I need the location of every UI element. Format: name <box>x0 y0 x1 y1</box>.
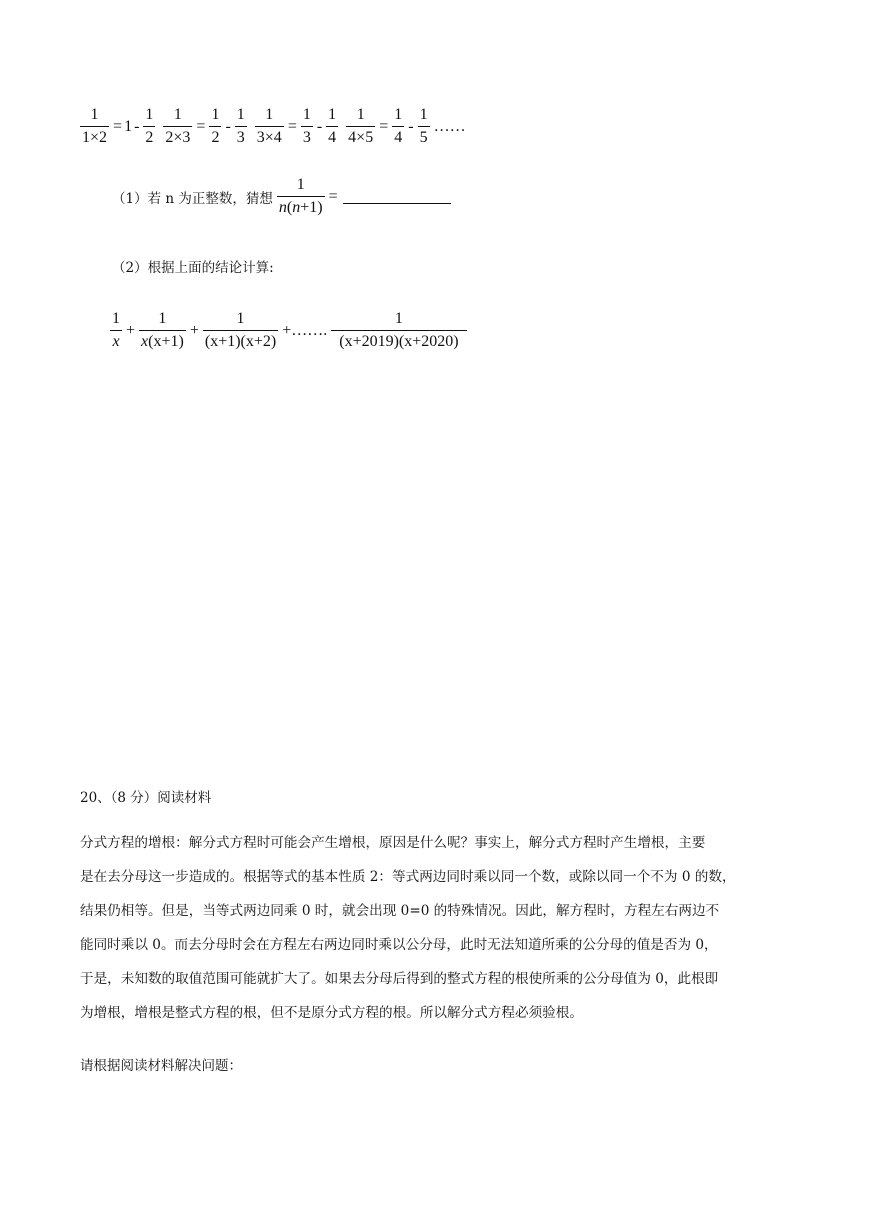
fraction-1-over-x: $\frac{1}{x}$ <box>112 310 120 350</box>
equals-sign: = <box>379 117 389 135</box>
fraction-1-over-4: $\frac{1}{4}$ <box>328 106 337 146</box>
minus-sign: - <box>408 117 414 135</box>
question-1-label: （1）若 n 为正整数，猜想 <box>112 190 273 207</box>
paragraph-line: 结果仍相等。但是，当等式两边同乘 0 时，就会出现 0=0 的特殊情况。因此，解方程时，方程左右两边不 <box>80 903 720 919</box>
sum-expression <box>108 310 469 351</box>
term-one: 1 <box>124 117 133 135</box>
paragraph-line: 是在去分母这一步造成的。根据等式的基本性质 2：等式两边同时乘以同一个数，或除以同一个不为 0 的数， <box>80 869 736 885</box>
fraction-1-over-x-x-plus-1: $\frac{1}{x(x+1)}$ <box>141 310 184 350</box>
fraction-1-over-x-plus-1-x-plus-2: $\frac{1}{(x+1)(x+2)}$ <box>204 310 277 350</box>
reading-material-paragraph <box>80 826 792 1030</box>
paragraph-line: 分式方程的增根：解分式方程时可能会产生增根，原因是什么呢？事实上，解分式方程时产生增根，主要 <box>80 835 706 851</box>
problem-prompt: 请根据阅读材料解决问题： <box>80 1058 242 1074</box>
fraction-1-over-4x5: $\frac{1}{4\times 5}$ <box>348 106 374 146</box>
pattern-equation <box>78 106 466 147</box>
fraction-1-over-x-plus-2019-x-plus-2020: $\frac{1}{(x+2019)(x+2020)}$ <box>331 310 466 351</box>
minus-sign: - <box>225 117 231 135</box>
minus-sign: - <box>316 117 323 135</box>
fraction-1-over-3: $\frac{1}{3}$ <box>236 106 245 146</box>
fraction-1-over-1x2: $\frac{1}{1\times 2}$ <box>82 106 108 146</box>
plus-sign: + <box>126 321 136 339</box>
question-1 <box>112 176 451 217</box>
equals-sign: = <box>113 117 123 135</box>
paragraph-line: 于是，未知数的取值范围可能就扩大了。如果去分母后得到的整式方程的根使所乘的公分母值为 0，此根即 <box>80 971 719 987</box>
section-20-heading: 20、（8 分）阅读材料 <box>80 790 212 806</box>
question-2-label: （2）根据上面的结论计算: <box>112 260 274 276</box>
fraction-1-over-5: $\frac{1}{5}$ <box>419 106 428 146</box>
fraction-1-over-n-n-plus-1: $\frac{1}{n(n+1)}$ <box>278 176 323 216</box>
equals-sign: = <box>287 117 297 135</box>
paragraph-line: 能同时乘以 0。而去分母时会在方程左右两边同时乘以公分母，此时无法知道所乘的公分母的值是否为 0， <box>80 937 718 953</box>
plus-sign: + <box>189 321 199 339</box>
paragraph-line: 为增根，增根是整式方程的根，但不是原分式方程的根。所以解分式方程必须验根。 <box>80 1005 583 1021</box>
fraction-1-over-4: $\frac{1}{4}$ <box>394 106 403 146</box>
fraction-1-over-2: $\frac{1}{2}$ <box>211 106 220 146</box>
fraction-1-over-2: $\frac{1}{2}$ <box>145 106 154 146</box>
fraction-1-over-2x3: $\frac{1}{2\times 3}$ <box>165 106 191 146</box>
minus-sign: - <box>134 117 140 135</box>
equals-sign: = <box>196 117 206 135</box>
answer-blank[interactable] <box>343 189 451 204</box>
ellipsis: …… <box>433 117 466 135</box>
plus-ellipsis: +……. <box>282 321 328 339</box>
fraction-1-over-3: $\frac{1}{3}$ <box>302 106 311 146</box>
equals-sign: = <box>328 187 338 205</box>
fraction-1-over-3x4: $\frac{1}{3\times 4}$ <box>256 106 282 146</box>
